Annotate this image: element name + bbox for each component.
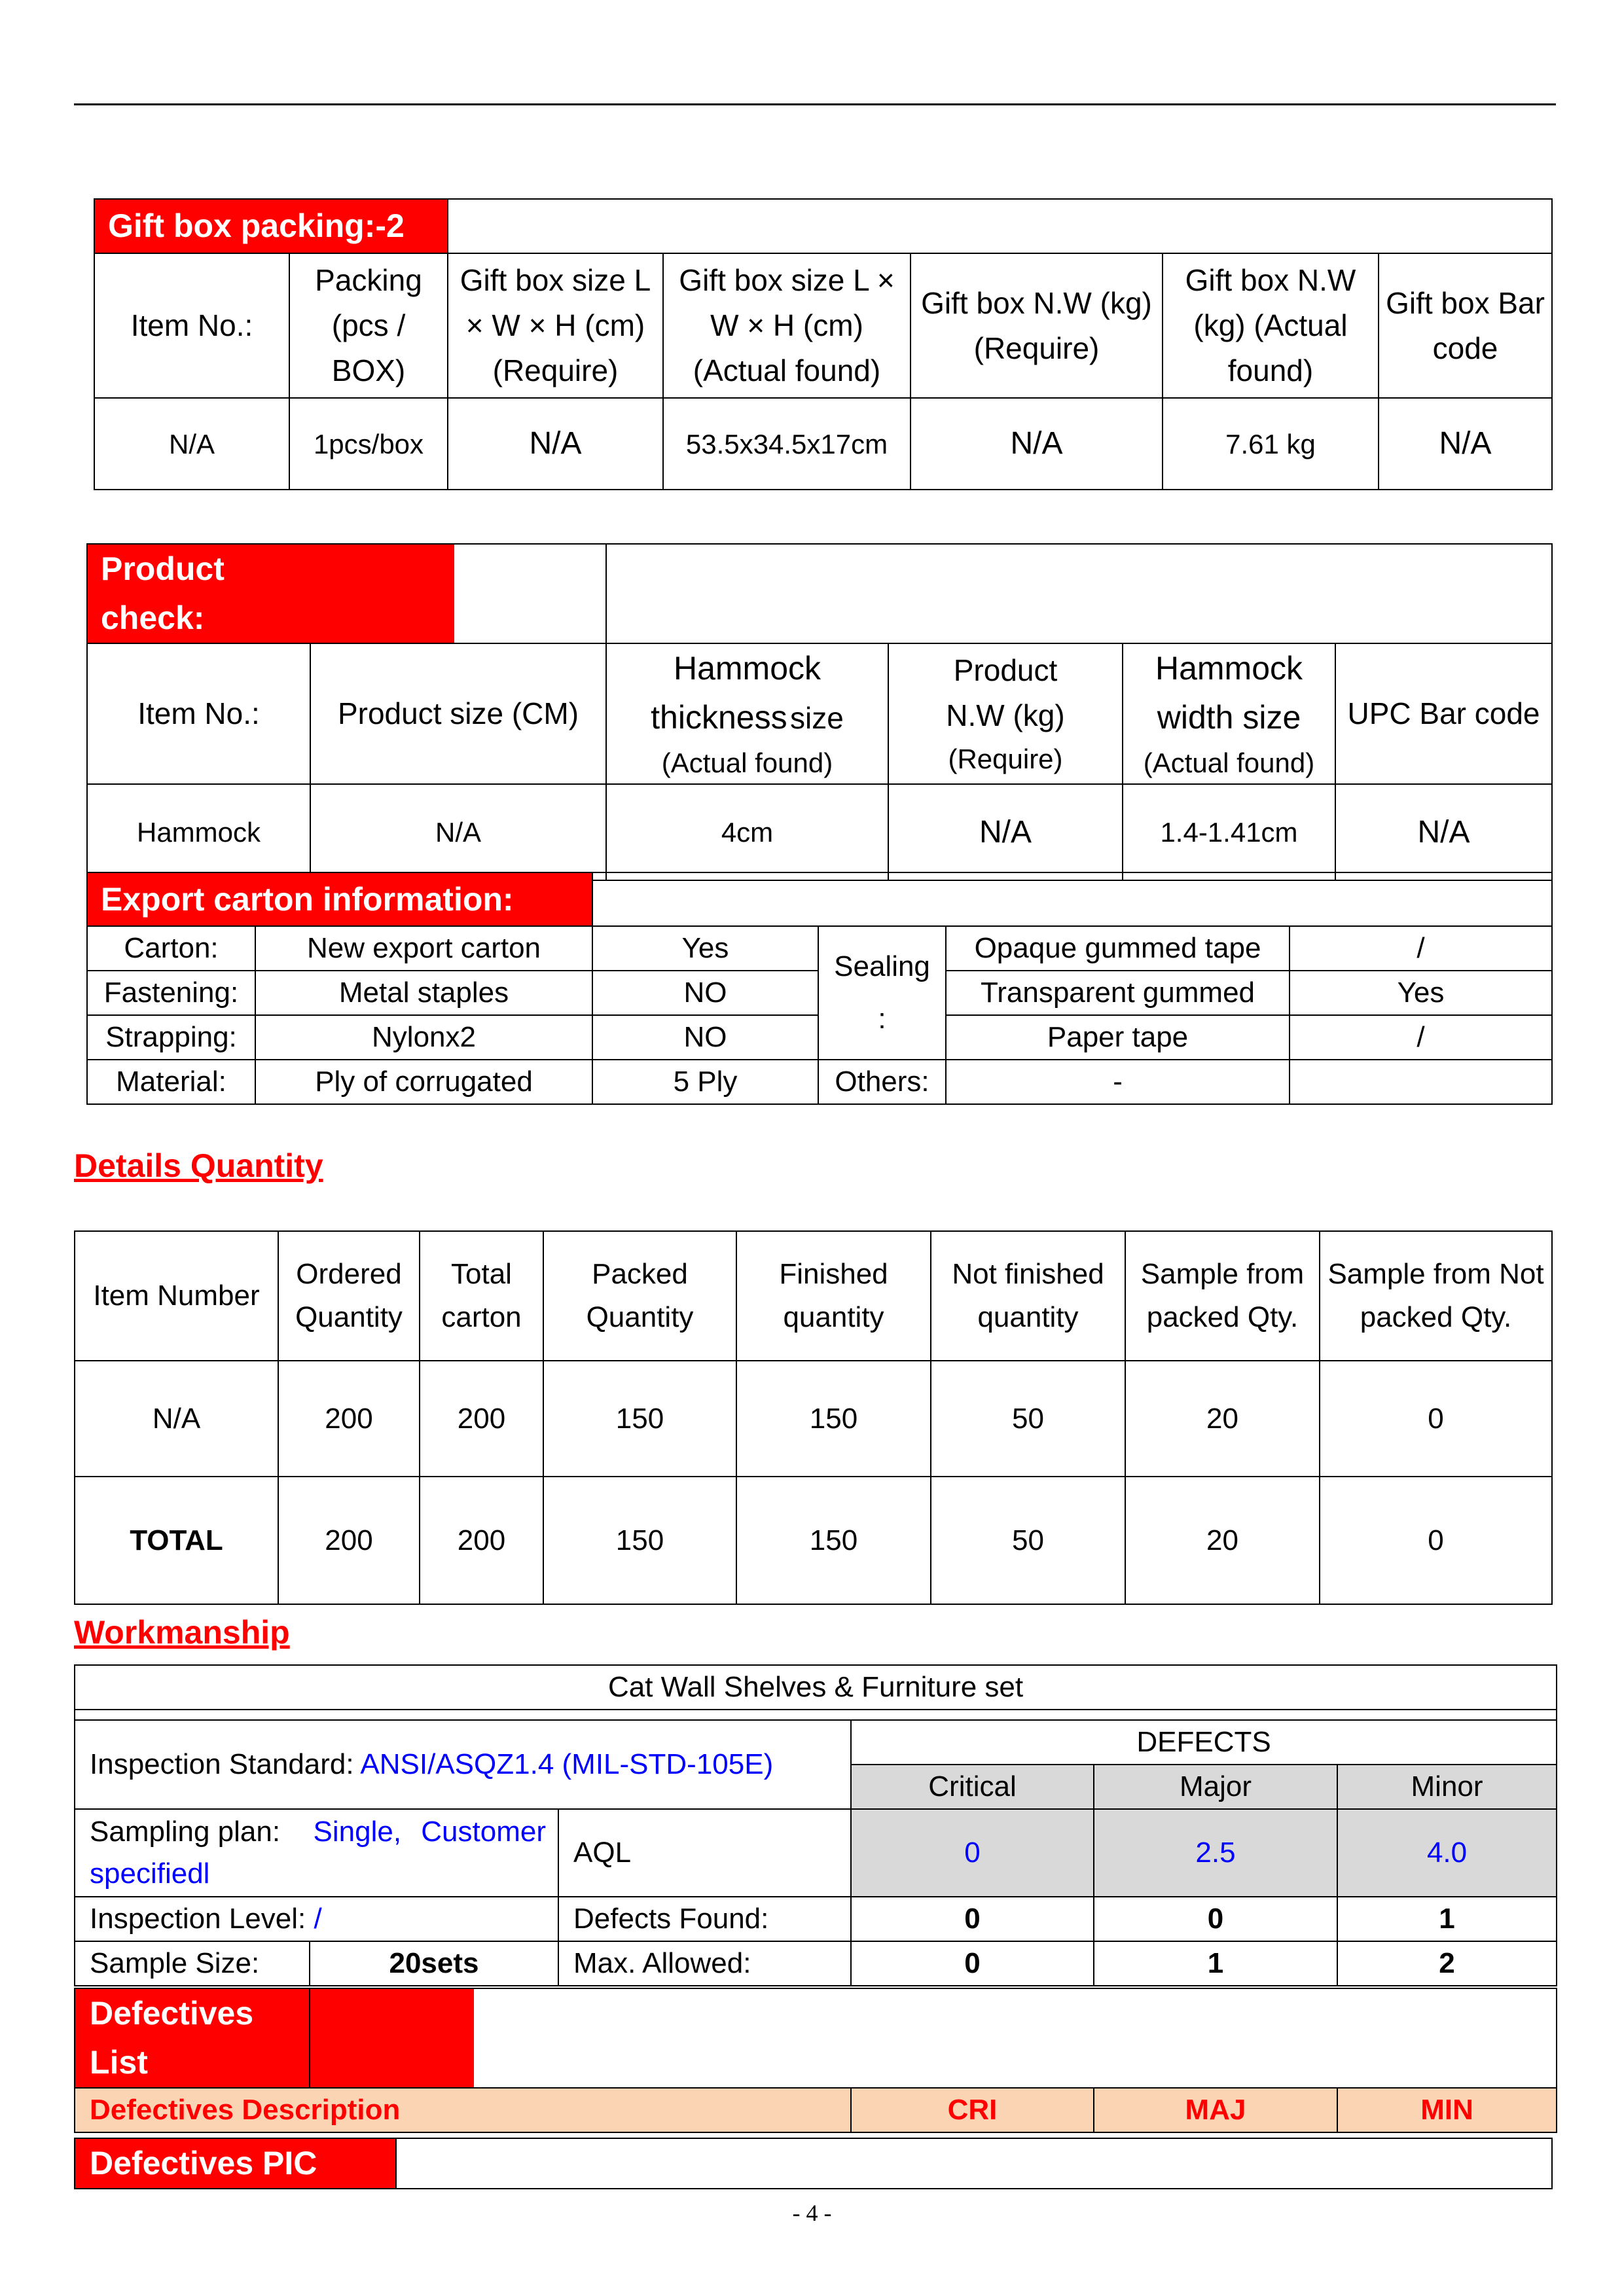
material-value: Ply of corrugated [255,1060,592,1104]
gift-box-table [94,198,1553,490]
max-allowed-minor: 2 [1337,1941,1557,1987]
export-carton-title: Export carton information: [87,872,592,926]
dq-total-label: TOTAL [75,1477,278,1604]
carton-value: New export carton [255,926,592,971]
others-value: - [946,1060,1290,1104]
defects-found-minor: 1 [1337,1897,1557,1941]
dq-row-finished: 150 [736,1361,931,1477]
gift-box-title: Gift box packing:-2 [94,199,448,253]
dq-row-sample-not-packed: 0 [1320,1361,1552,1477]
dq-total-finished: 150 [736,1477,931,1604]
carton-status: Yes [592,926,818,971]
cri-header: CRI [851,2088,1094,2132]
dq-total-carton: 200 [420,1477,543,1604]
material-label: Material: [87,1060,255,1104]
details-quantity-title: Details Quantity [74,1147,323,1184]
aql-major: 2.5 [1094,1809,1337,1897]
sealing-type-transparent: Transparent gummed [946,971,1290,1015]
header-size-require: Gift box size L × W × H (cm) (Require) [448,253,663,398]
sampling-plan: Sampling plan: Single, Customer specifiedl [75,1809,558,1897]
sealing-value-transparent: Yes [1290,971,1552,1015]
strapping-status: NO [592,1015,818,1060]
header-size-actual: Gift box size L × W × H (cm) (Actual found) [663,253,911,398]
others-label: Others: [818,1060,946,1104]
strapping-value: Nylonx2 [255,1015,592,1060]
defectives-pic-table [74,2138,1553,2189]
dq-header-item: Item Number [75,1231,278,1361]
pc-width: 1.4-1.41cm [1123,784,1335,880]
product-name: Cat Wall Shelves & Furniture set [75,1665,1557,1710]
pc-nw: N/A [888,784,1123,880]
dq-total-ordered: 200 [278,1477,420,1604]
aql-label: AQL [558,1809,851,1897]
critical-header: Critical [851,1765,1094,1809]
inspection-level: Inspection Level: / [75,1897,558,1941]
aql-minor: 4.0 [1337,1809,1557,1897]
fastening-label: Fastening: [87,971,255,1015]
sealing-type-paper: Paper tape [946,1015,1290,1060]
minor-header: Minor [1337,1765,1557,1809]
max-allowed-major: 1 [1094,1941,1337,1987]
major-header: Major [1094,1765,1337,1809]
header-nw-require: Gift box N.W (kg) (Require) [911,253,1163,398]
gift-nw-actual: 7.61 kg [1163,398,1379,490]
header-nw-actual: Gift box N.W (kg) (Actual found) [1163,253,1379,398]
defects-found-major: 0 [1094,1897,1337,1941]
strapping-label: Strapping: [87,1015,255,1060]
header-packing: Packing (pcs / BOX) [289,253,448,398]
header-bar-code: Gift box Bar code [1379,253,1552,398]
defects-header: DEFECTS [851,1720,1557,1765]
defectives-pic-title: Defectives PIC [75,2138,396,2189]
dq-row-item: N/A [75,1361,278,1477]
dq-header-not-finished: Not finished quantity [931,1231,1125,1361]
dq-header-finished: Finished quantity [736,1231,931,1361]
dq-header-packed: Packed Quantity [543,1231,736,1361]
pc-item: Hammock [87,784,310,880]
gift-packing: 1pcs/box [289,398,448,490]
sealing-value-paper: / [1290,1015,1552,1060]
defects-found-critical: 0 [851,1897,1094,1941]
gift-bar-code: N/A [1379,398,1552,490]
pc-header-upc: UPC Bar code [1335,643,1552,784]
gift-size-actual: 53.5x34.5x17cm [663,398,911,490]
defectives-description-header: Defectives Description [75,2088,851,2132]
maj-header: MAJ [1094,2088,1337,2132]
dq-row-not-finished: 50 [931,1361,1125,1477]
sample-size-value: 20sets [310,1941,558,1987]
pc-thickness: 4cm [606,784,888,880]
pc-header-size: Product size (CM) [310,643,606,784]
inspection-standard: Inspection Standard: ANSI/ASQZ1.4 (MIL-STD-105E) [75,1720,851,1809]
fastening-status: NO [592,971,818,1015]
material-status: 5 Ply [592,1060,818,1104]
page-number: - 4 - [792,2200,832,2226]
defectives-list-title: Defectives List [75,1987,310,2088]
min-header: MIN [1337,2088,1557,2132]
sealing-value-opaque: / [1290,926,1552,971]
pc-upc: N/A [1335,784,1552,880]
dq-total-sample-not-packed: 0 [1320,1477,1552,1604]
pc-header-item: Item No.: [87,643,310,784]
dq-total-sample-packed: 20 [1125,1477,1320,1604]
gift-size-require: N/A [448,398,663,490]
dq-row-sample-packed: 20 [1125,1361,1320,1477]
sealing-type-opaque: Opaque gummed tape [946,926,1290,971]
pc-header-thickness: Hammock thickness size (Actual found) [606,643,888,784]
max-allowed-label: Max. Allowed: [558,1941,851,1987]
dq-row-packed: 150 [543,1361,736,1477]
dq-row-carton: 200 [420,1361,543,1477]
max-allowed-critical: 0 [851,1941,1094,1987]
workmanship-title: Workmanship [74,1614,290,1651]
dq-total-packed: 150 [543,1477,736,1604]
pc-header-nw: Product N.W (kg) (Require) [888,643,1123,784]
sample-size-label: Sample Size: [75,1941,310,1987]
product-check-table [86,543,1553,881]
fastening-value: Metal staples [255,971,592,1015]
defects-found-label: Defects Found: [558,1897,851,1941]
gift-nw-require: N/A [911,398,1163,490]
dq-header-sample-packed: Sample from packed Qty. [1125,1231,1320,1361]
header-item-no: Item No.: [94,253,289,398]
aql-critical: 0 [851,1809,1094,1897]
pc-header-width: Hammock width size (Actual found) [1123,643,1335,784]
dq-total-not-finished: 50 [931,1477,1125,1604]
dq-header-ordered: Ordered Quantity [278,1231,420,1361]
product-check-title: Product check: [87,544,310,643]
top-rule [74,103,1556,105]
pc-size: N/A [310,784,606,880]
workmanship-table [74,1664,1557,2133]
carton-label: Carton: [87,926,255,971]
details-quantity-table [74,1230,1553,1605]
dq-row-ordered: 200 [278,1361,420,1477]
dq-header-sample-not-packed: Sample from Not packed Qty. [1320,1231,1552,1361]
export-carton-table [86,872,1553,1105]
sealing-label: Sealing : [818,926,946,1060]
dq-header-carton: Total carton [420,1231,543,1361]
gift-item-no: N/A [94,398,289,490]
